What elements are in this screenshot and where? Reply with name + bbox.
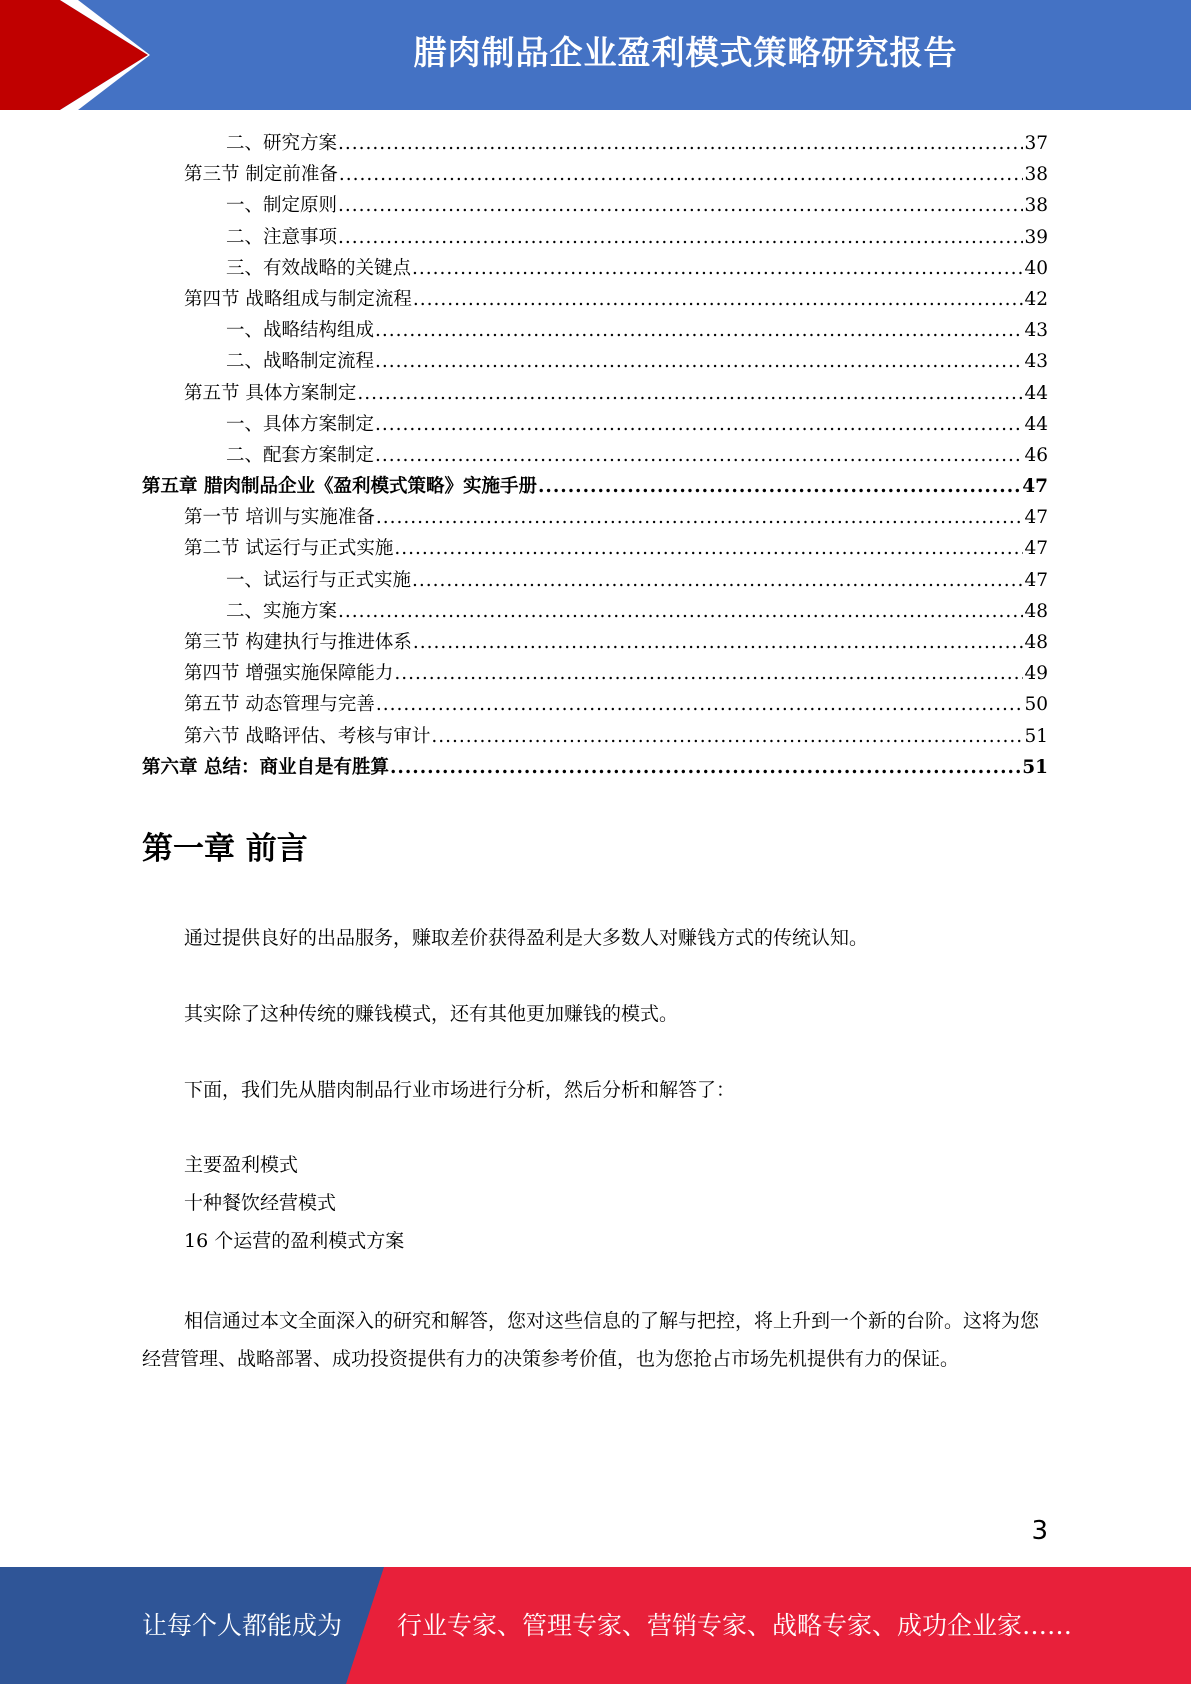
toc-subsection-entry[interactable] [142,409,1048,440]
toc-section-entry[interactable] [142,658,1048,689]
toc-entry-page: 43 [1024,351,1048,373]
toc-entry-page: 47 [1024,569,1048,591]
toc-dot-leader [394,533,1023,564]
toc-entry-label: 第五章 腊肉制品企业《盈利模式策略》实施手册 [142,476,537,498]
toc-dot-leader [375,346,1023,377]
table-of-contents [142,128,1048,783]
toc-entry-page: 43 [1024,320,1048,342]
toc-dot-leader [412,565,1023,596]
toc-dot-leader [339,159,1024,190]
toc-dot-leader [338,128,1023,159]
toc-dot-leader [390,752,1021,783]
toc-dot-leader [538,471,1021,502]
toc-dot-leader [413,284,1024,315]
toc-entry-label: 第五节 具体方案制定 [184,382,357,404]
toc-entry-label: 第五节 动态管理与完善 [184,694,375,716]
toc-entry-label: 第六节 战略评估、考核与审计 [184,725,431,747]
paragraph-4: 相信通过本文全面深入的研究和解答，您对这些信息的了解与把控，将上升到一个新的台阶。这将为您经营管理、战略部署、成功投资提供有力的决策参考价值，也为您抢占市场先机提供有力的保证。 [142,1310,1040,1370]
toc-entry-label: 第四节 增强实施保障能力 [184,663,394,685]
toc-subsection-entry[interactable] [142,315,1048,346]
paragraph-1: 通过提供良好的出品服务，赚取差价获得盈利是大多数人对赚钱方式的传统认知。 [184,927,869,949]
toc-section-entry[interactable] [142,533,1048,564]
toc-entry-label: 第四节 战略组成与制定流程 [184,288,412,310]
paragraph-3: 下面，我们先从腊肉制品行业市场进行分析，然后分析和解答了： [184,1079,736,1101]
toc-entry-page: 37 [1024,133,1048,154]
toc-section-entry[interactable] [142,378,1048,409]
toc-entry-label: 一、试运行与正式实施 [226,569,412,591]
footer-slogan-left: 让每个人都能成为 [142,1611,343,1640]
list-item: 十种餐饮经营模式 [184,1192,337,1214]
toc-entry-label: 第三节 构建执行与推进体系 [184,632,412,653]
list-item: 16 个运营的盈利模式方案 [184,1230,405,1252]
toc-entry-page: 38 [1024,164,1048,186]
toc-dot-leader [376,689,1024,720]
toc-entry-label: 二、实施方案 [226,600,338,622]
page-number: 3 [1031,1516,1048,1546]
paragraph-2: 其实除了这种传统的赚钱模式，还有其他更加赚钱的模式。 [184,1003,679,1025]
toc-entry-page: 39 [1024,226,1048,248]
header-title: 腊肉制品企业盈利模式策略研究报告 [413,33,958,72]
toc-dot-leader [375,440,1023,471]
toc-entry-label: 第二节 试运行与正式实施 [184,538,394,560]
toc-entry-label: 第六章 总结：商业自是有胜算 [142,756,389,778]
toc-entry-label: 二、研究方案 [226,133,338,154]
toc-dot-leader [431,721,1023,752]
toc-subsection-entry[interactable] [142,253,1048,284]
footer-slogan-right: 行业专家、管理专家、营销专家、战略专家、成功企业家…… [397,1611,1073,1640]
page-header [0,0,1191,110]
toc-entry-page: 49 [1024,663,1048,685]
toc-entry-page: 47 [1024,507,1048,529]
toc-entry-label: 第三节 制定前准备 [184,164,338,186]
toc-subsection-entry[interactable] [142,596,1048,627]
toc-section-entry[interactable] [142,159,1048,190]
toc-entry-page: 40 [1024,257,1048,279]
toc-dot-leader [338,190,1023,221]
toc-subsection-entry[interactable] [142,128,1048,159]
toc-subsection-entry[interactable] [142,222,1048,253]
chapter-title: 第一章 前言 [142,831,308,867]
toc-entry-page: 51 [1022,756,1048,778]
list-item: 主要盈利模式 [184,1154,299,1176]
toc-entry-label: 二、注意事项 [226,226,338,248]
toc-dot-leader [338,596,1023,627]
toc-entry-page: 50 [1024,694,1048,716]
toc-chapter-entry[interactable] [142,752,1048,783]
toc-subsection-entry[interactable] [142,565,1048,596]
toc-entry-page: 47 [1024,538,1048,560]
toc-section-entry[interactable] [142,627,1048,658]
toc-entry-page: 47 [1022,476,1048,498]
toc-entry-label: 一、制定原则 [226,195,338,217]
toc-entry-page: 46 [1024,444,1048,466]
toc-dot-leader [357,378,1023,409]
toc-section-entry[interactable] [142,721,1048,752]
toc-entry-page: 42 [1024,288,1048,310]
toc-entry-label: 二、配套方案制定 [226,444,375,466]
toc-dot-leader [412,253,1023,284]
toc-entry-page: 44 [1024,413,1048,435]
toc-entry-page: 48 [1024,632,1048,653]
toc-entry-page: 44 [1024,382,1048,404]
toc-entry-label: 二、战略制定流程 [226,351,375,373]
toc-section-entry[interactable] [142,689,1048,720]
toc-subsection-entry[interactable] [142,440,1048,471]
toc-dot-leader [394,658,1023,689]
toc-entry-label: 三、有效战略的关键点 [226,257,412,279]
toc-entry-page: 48 [1024,600,1048,622]
toc-entry-page: 38 [1024,195,1048,217]
toc-chapter-entry[interactable] [142,471,1048,502]
toc-section-entry[interactable] [142,502,1048,533]
toc-dot-leader [375,409,1023,440]
toc-dot-leader [376,502,1024,533]
toc-subsection-entry[interactable] [142,346,1048,377]
page-footer [0,1567,1191,1684]
toc-dot-leader [375,315,1023,346]
toc-entry-label: 一、战略结构组成 [226,320,375,342]
toc-entry-page: 51 [1024,725,1048,747]
toc-dot-leader [338,222,1023,253]
toc-section-entry[interactable] [142,284,1048,315]
toc-dot-leader [413,627,1024,658]
toc-subsection-entry[interactable] [142,190,1048,221]
toc-entry-label: 第一节 培训与实施准备 [184,507,375,529]
toc-entry-label: 一、具体方案制定 [226,413,375,435]
